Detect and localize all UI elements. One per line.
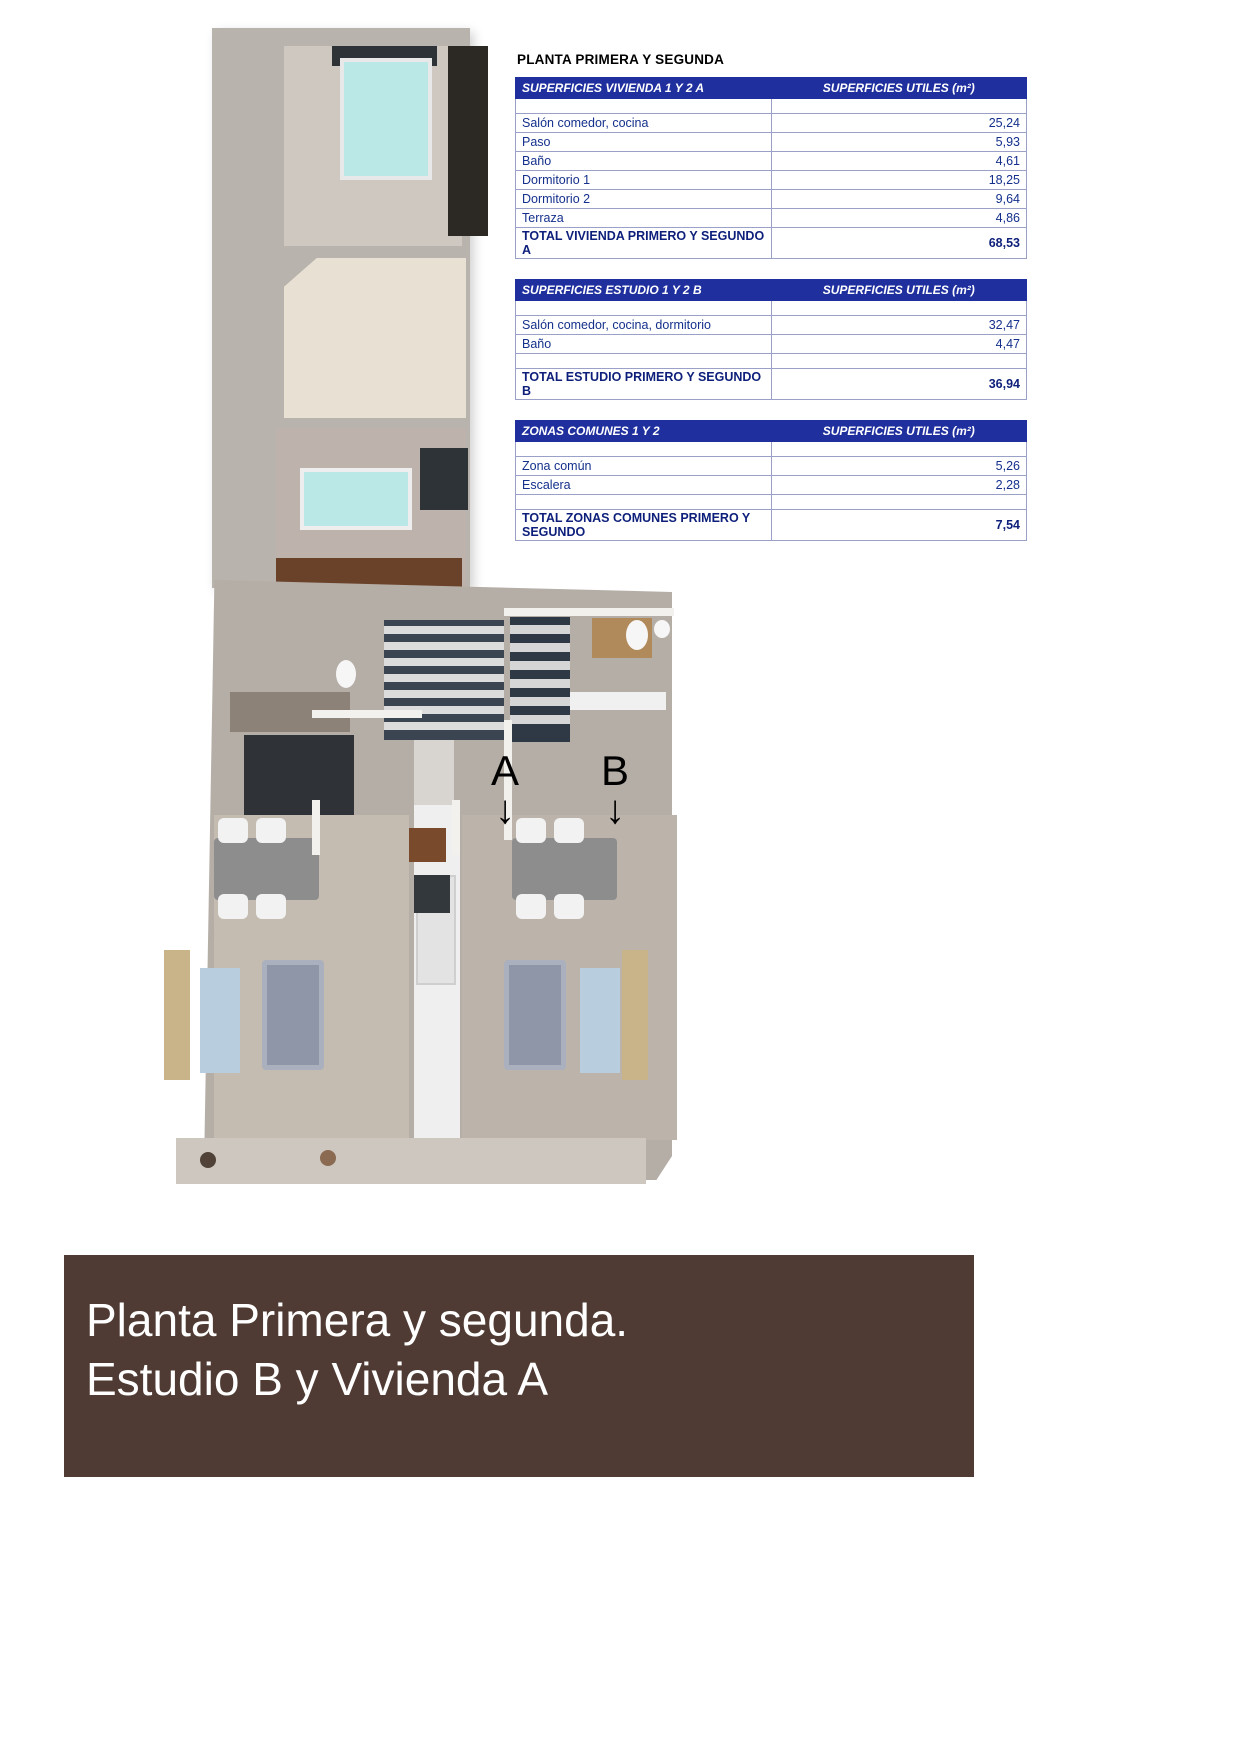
row-value: 4,47	[771, 335, 1027, 354]
dining-table-left	[214, 838, 319, 900]
wardrobe-dark	[448, 46, 488, 236]
chair	[554, 818, 584, 843]
caption-line-2: Estudio B y Vivienda A	[86, 1352, 548, 1405]
upper-wing	[212, 28, 470, 588]
plant-icon	[200, 1152, 216, 1168]
table-vivienda-header-right: SUPERFICIES UTILES (m²)	[771, 78, 1027, 99]
sofa-right	[504, 960, 566, 1070]
caption-text	[64, 1255, 974, 1409]
row-value: 18,25	[771, 171, 1027, 190]
rug-left	[200, 968, 240, 1073]
total-label: TOTAL ESTUDIO PRIMERO Y SEGUNDO B	[516, 369, 772, 400]
marker-b-letter: B	[600, 747, 629, 794]
table-row	[516, 335, 1027, 354]
marker-a-letter: A	[490, 747, 519, 794]
table-row	[516, 114, 1027, 133]
row-value: 5,26	[771, 457, 1027, 476]
chair	[256, 894, 286, 919]
plan-heading: PLANTA PRIMERA Y SEGUNDA	[517, 52, 725, 67]
bed-second	[300, 468, 412, 530]
plant-icon	[320, 1150, 336, 1166]
row-value: 32,47	[771, 316, 1027, 335]
caption-band	[64, 1255, 974, 1477]
row-value: 2,28	[771, 476, 1027, 495]
row-label: Paso	[516, 133, 772, 152]
row-label: Zona común	[516, 457, 772, 476]
table-row	[516, 316, 1027, 335]
caption-line-1: Planta Primera y segunda.	[86, 1294, 629, 1346]
table-total-row	[516, 369, 1027, 400]
row-label: Salón comedor, cocina, dormitorio	[516, 316, 772, 335]
marker-b-arrow: ↓	[605, 788, 625, 832]
table-row	[516, 171, 1027, 190]
sink-left-icon	[336, 660, 356, 688]
total-label: TOTAL ZONAS COMUNES PRIMERO Y SEGUNDO	[516, 510, 772, 541]
terrace-area	[284, 258, 466, 418]
table-zonas-header-right: SUPERFICIES UTILES (m²)	[771, 421, 1027, 442]
table-total-row	[516, 228, 1027, 259]
chair	[218, 894, 248, 919]
table-estudio-header-right: SUPERFICIES UTILES (m²)	[771, 280, 1027, 301]
total-value: 36,94	[771, 369, 1027, 400]
sofa-left	[262, 960, 324, 1070]
table-total-row	[516, 510, 1027, 541]
row-value: 4,61	[771, 152, 1027, 171]
table-estudio	[515, 279, 1027, 400]
table-row	[516, 133, 1027, 152]
bathroom-counter	[570, 692, 666, 710]
bed-upper	[340, 58, 432, 180]
toilet-icon	[654, 620, 670, 638]
row-value: 9,64	[771, 190, 1027, 209]
table-row	[516, 209, 1027, 228]
table-zonas-header-left: ZONAS COMUNES 1 Y 2	[516, 421, 772, 442]
row-value: 25,24	[771, 114, 1027, 133]
sink-icon	[626, 620, 648, 650]
total-label: TOTAL VIVIENDA PRIMERO Y SEGUNDO A	[516, 228, 772, 259]
wall-segment	[312, 710, 422, 718]
row-label: Baño	[516, 152, 772, 171]
row-value: 4,86	[771, 209, 1027, 228]
total-value: 68,53	[771, 228, 1027, 259]
surface-tables-panel	[515, 52, 1035, 561]
chair	[218, 818, 248, 843]
terrace-lower	[176, 1138, 646, 1184]
rug-right	[580, 968, 620, 1073]
table-row	[516, 152, 1027, 171]
closet-second	[420, 448, 468, 510]
table-vivienda	[515, 77, 1027, 259]
row-label: Dormitorio 2	[516, 190, 772, 209]
row-label: Terraza	[516, 209, 772, 228]
row-label: Escalera	[516, 476, 772, 495]
table-vivienda-header-left: SUPERFICIES VIVIENDA 1 Y 2 A	[516, 78, 772, 99]
kitchen-wood-block	[404, 828, 446, 862]
cooktop	[414, 875, 450, 913]
row-label: Salón comedor, cocina	[516, 114, 772, 133]
marker-a-arrow: ↓	[495, 788, 515, 832]
table-row	[516, 476, 1027, 495]
row-label: Baño	[516, 335, 772, 354]
wall-segment	[504, 608, 674, 616]
chair	[256, 818, 286, 843]
row-value: 5,93	[771, 133, 1027, 152]
column-right	[622, 950, 648, 1080]
column-left	[164, 950, 190, 1080]
total-value: 7,54	[771, 510, 1027, 541]
marker-b	[592, 747, 638, 832]
chair	[554, 894, 584, 919]
table-zonas-comunes	[515, 420, 1027, 541]
staircase-b	[510, 617, 570, 742]
dining-table-right	[512, 838, 617, 900]
row-label: Dormitorio 1	[516, 171, 772, 190]
wall-segment	[452, 800, 460, 855]
chair	[516, 894, 546, 919]
table-row	[516, 457, 1027, 476]
wall-segment	[312, 800, 320, 855]
staircase-a	[384, 620, 504, 740]
table-row	[516, 190, 1027, 209]
bed-lower	[244, 735, 354, 820]
marker-a	[482, 747, 528, 832]
table-estudio-header-left: SUPERFICIES ESTUDIO 1 Y 2 B	[516, 280, 772, 301]
